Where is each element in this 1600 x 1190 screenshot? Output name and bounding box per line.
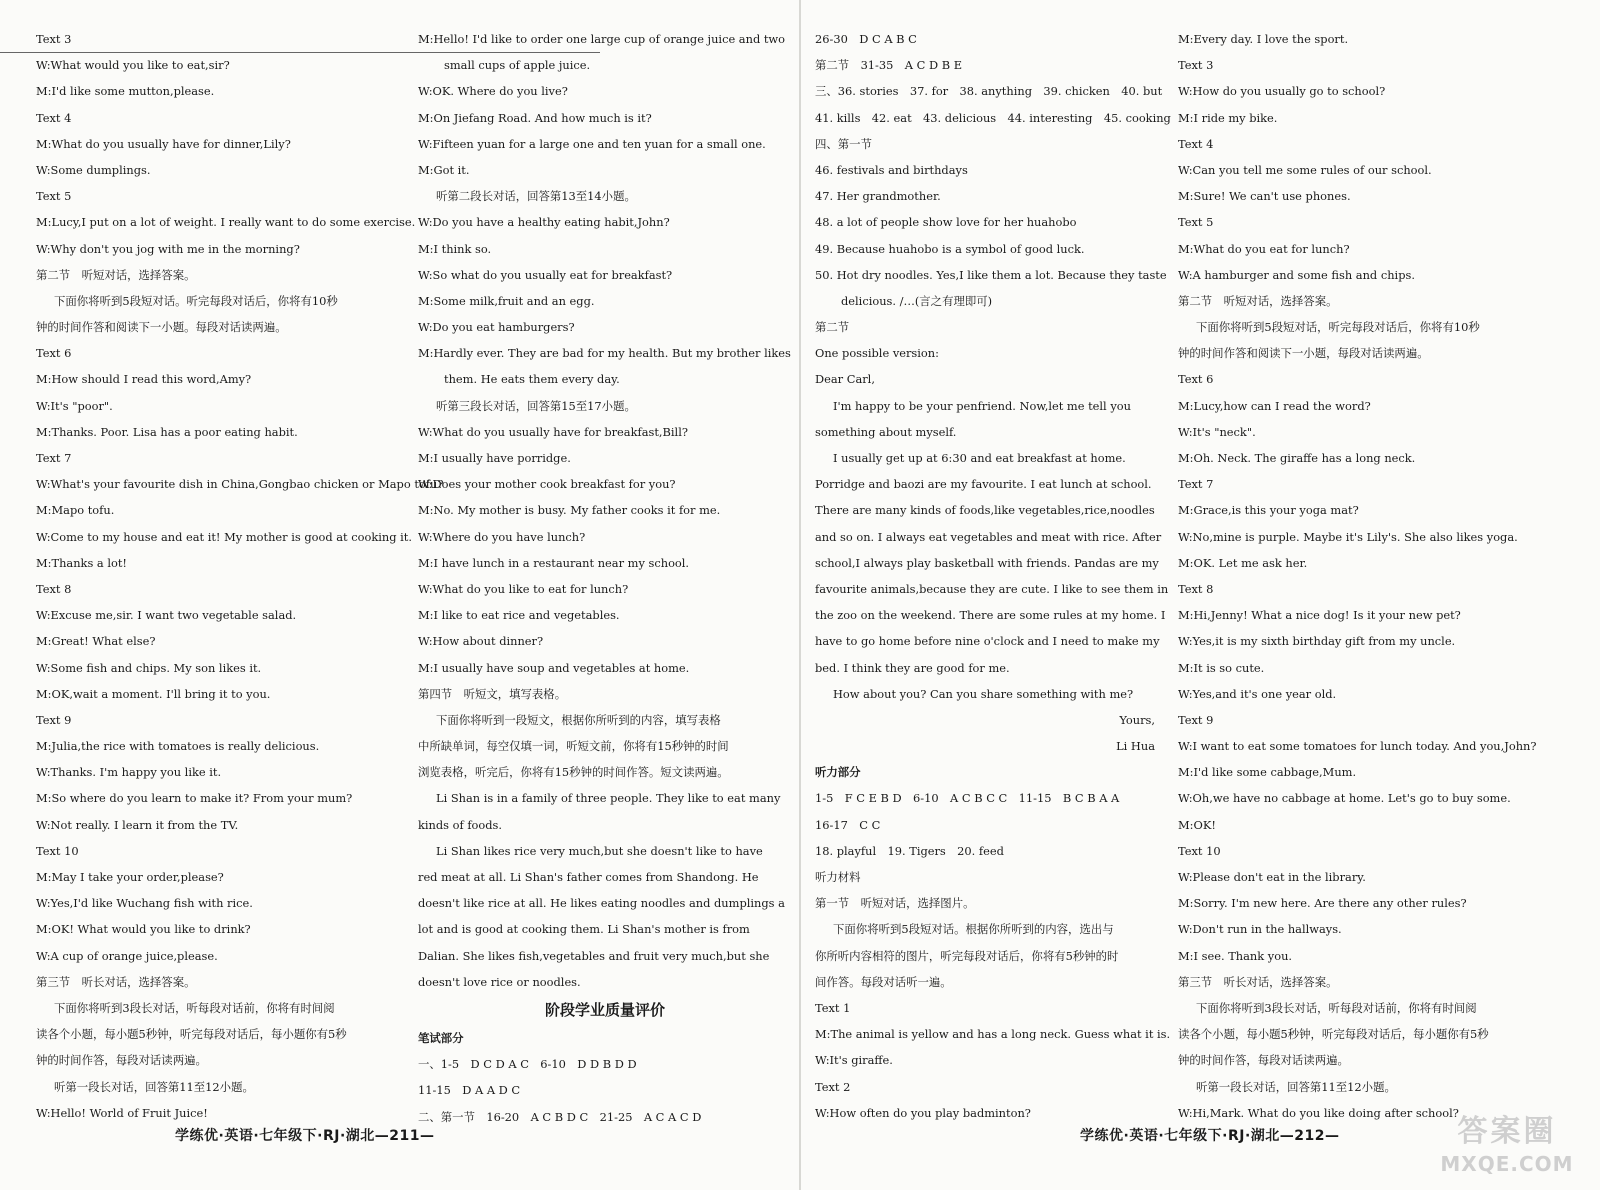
page-footer-211: 学练优·英语·七年级下·RJ·湖北—211— (175, 1128, 435, 1144)
page-footer-212: 学练优·英语·七年级下·RJ·湖北—212— (1080, 1128, 1340, 1144)
text-line: 一、1-5 D C D A C 6-10 D D B D D (418, 1057, 637, 1072)
text-line: something about myself. (815, 424, 957, 439)
text-line: 笔试部分 (418, 1030, 464, 1045)
text-line: M:The animal is yellow and has a long neck. Guess what it is. (815, 1027, 1171, 1042)
text-line: 中所缺单词，每空仅填一词，听短文前，你将有15秒钟的时间 (418, 739, 729, 754)
text-line: 四、第一节 (815, 136, 872, 151)
watermark-logo: 答案圈 (1457, 1114, 1557, 1149)
text-line: W:Thanks. I'm happy you like it. (36, 765, 222, 780)
text-line: Text 5 (36, 189, 72, 204)
text-line: M:I usually have porridge. (418, 451, 571, 465)
text-line: 下面你将听到5段短对话。听完每段对话后，你将有10秒 (54, 293, 338, 308)
text-line: M:Hi,Jenny! What a nice dog! Is it your new pet? (1178, 608, 1461, 623)
text-line: M:What do you usually have for dinner,Lily? (36, 136, 291, 151)
text-line: W:Why don't you jog with me in the morning? (36, 241, 300, 256)
text-line: M:Sorry. I'm new here. Are there any other rules? (1178, 896, 1467, 911)
text-line: M:OK! (1178, 817, 1216, 832)
text-line: W:What do you usually have for breakfast,Bill? (418, 424, 688, 439)
text-line: How about you? Can you share something with me? (833, 686, 1134, 701)
right-page (800, 0, 1600, 1190)
text-line: them. He eats them every day. (444, 372, 620, 387)
text-line: Text 10 (1178, 843, 1221, 858)
text-line: M:Thanks a lot! (36, 555, 127, 570)
text-line: Dear Carl, (815, 372, 875, 387)
text-line: M:Every day. I love the sport. (1178, 32, 1349, 46)
text-line: Text 4 (36, 110, 72, 125)
text-line: 第二节 听短对话，选择答案。 (36, 267, 196, 282)
text-line: 第一节 听短对话，选择图片。 (815, 896, 975, 911)
text-line: W:What's your favourite dish in China,Gongbao chicken or Mapo tofu? (36, 477, 444, 492)
text-line: M:I'd like some cabbage,Mum. (1178, 765, 1357, 780)
text-line: One possible version: (815, 346, 939, 361)
text-line: W:How do you usually go to school? (1178, 84, 1386, 99)
text-line: 第三节 听长对话，选择答案。 (36, 974, 196, 989)
right-column-a (815, 26, 1175, 1126)
text-line: Yours, (1119, 712, 1155, 727)
text-line: 18. playful 19. Tigers 20. feed (815, 843, 1004, 858)
text-line: M:What do you eat for lunch? (1178, 241, 1350, 256)
text-line: W:It's "poor". (36, 398, 113, 413)
text-line: W:OK. Where do you live? (418, 84, 568, 99)
text-line: Li Shan likes rice very much,but she doesn't like to have (436, 843, 763, 858)
text-line: 读各个小题，每小题5秒钟，听完每段对话后，每小题你有5秒 (36, 1027, 347, 1042)
text-line: M:I have lunch in a restaurant near my school. (418, 555, 690, 570)
text-line: W:What do you like to eat for lunch? (418, 581, 629, 596)
section-title: 阶段学业质量评价 (544, 1000, 665, 1019)
text-line: 46. festivals and birthdays (815, 162, 968, 177)
text-line: Text 8 (36, 581, 72, 596)
text-line: Text 3 (1178, 58, 1214, 73)
text-line: M:How should I read this word,Amy? (36, 372, 252, 387)
text-line: have to go home before nine o'clock and I need to make my (815, 634, 1160, 649)
text-line: Text 3 (36, 32, 72, 46)
text-line: red meat at all. Li Shan's father comes from Shandong. He (418, 870, 759, 884)
text-line: M:Grace,is this your yoga mat? (1178, 503, 1359, 518)
text-line: 听第二段长对话，回答第13至14小题。 (436, 189, 636, 204)
text-line: 26-30 D C A B C (815, 32, 917, 46)
text-line: W:A hamburger and some fish and chips. (1178, 267, 1415, 282)
text-line: W:Hello! World of Fruit Juice! (36, 1105, 208, 1120)
text-line: Text 4 (1178, 136, 1214, 151)
text-line: kinds of foods. (418, 817, 503, 832)
text-line: Text 9 (36, 712, 72, 727)
text-line: W:Yes,I'd like Wuchang fish with rice. (36, 896, 253, 911)
text-line: W:No,mine is purple. Maybe it's Lily's. She also likes yoga. (1178, 529, 1518, 544)
text-line: W:Come to my house and eat it! My mother is good at cooking it. (36, 529, 412, 544)
text-line: M:Some milk,fruit and an egg. (418, 293, 595, 308)
text-line: Dalian. She likes fish,vegetables and fruit very much,but she (418, 948, 770, 963)
text-line: 第四节 听短文，填写表格。 (418, 686, 567, 701)
text-line: 16-17 C C (815, 817, 881, 832)
text-line: Text 9 (1178, 712, 1214, 727)
text-line: W:Hi,Mark. What do you like doing after school? (1178, 1105, 1459, 1120)
text-line: 浏览表格，听完后，你将有15秒钟的时间作答。短文读两遍。 (418, 765, 729, 780)
text-line: 第二节 31-35 A C D B E (815, 58, 963, 73)
text-line: W:Some dumplings. (36, 162, 151, 177)
text-line: 下面你将听到3段长对话，听每段对话前，你将有时间阅 (1196, 1000, 1477, 1015)
text-line: M:Lucy,I put on a lot of weight. I really want to do some exercise. (36, 215, 416, 230)
text-line: 下面你将听到一段短文，根据你所听到的内容，填写表格 (436, 712, 721, 727)
text-line: W:Fifteen yuan for a large one and ten yuan for a small one. (418, 136, 766, 151)
text-line: 钟的时间作答，每段对话读两遍。 (36, 1053, 207, 1068)
text-line: Li Shan is in a family of three people. They like to eat many (436, 791, 781, 806)
text-line: 听第三段长对话，回答第15至17小题。 (436, 398, 636, 413)
text-line: 48. a lot of people show love for her huahobo (815, 215, 1077, 230)
text-line: W:Don't run in the hallways. (1178, 922, 1342, 937)
text-line: and so on. I always eat vegetables and meat with rice. After (815, 529, 1162, 544)
text-line: 41. kills 42. eat 43. delicious 44. interesting 45. cooking (815, 110, 1171, 125)
text-line: M:On Jiefang Road. And how much is it? (418, 110, 652, 125)
text-line: bed. I think they are good for me. (815, 660, 1010, 675)
text-line: Text 2 (815, 1079, 851, 1094)
text-line: M:I think so. (418, 241, 492, 256)
text-line: W:Does your mother cook breakfast for you? (418, 477, 676, 492)
text-line: Porridge and baozi are my favourite. I eat lunch at school. (815, 477, 1152, 492)
text-line: W:Do you have a healthy eating habit,John? (418, 215, 670, 230)
text-line: 第三节 听长对话，选择答案。 (1178, 974, 1338, 989)
text-line: M:So where do you learn to make it? From your mum? (36, 791, 353, 806)
text-line: M:I ride my bike. (1178, 110, 1278, 125)
text-line: small cups of apple juice. (444, 58, 591, 73)
text-line: 听第一段长对话，回答第11至12小题。 (1196, 1079, 1396, 1094)
text-line: 50. Hot dry noodles. Yes,I like them a lot. Because they taste (815, 267, 1167, 282)
text-line: doesn't like rice at all. He likes eating noodles and dumplings a (418, 896, 785, 911)
text-line: 下面你将听到5段短对话。根据你所听到的内容，选出与 (833, 922, 1114, 937)
text-line: W:Where do you have lunch? (418, 529, 586, 544)
text-line: 听第一段长对话，回答第11至12小题。 (54, 1079, 254, 1094)
text-line: 1-5 F C E B D 6-10 A C B C C 11-15 B C B A A (815, 791, 1120, 806)
text-line: Text 6 (1178, 372, 1214, 387)
text-line: 钟的时间作答，每段对话读两遍。 (1178, 1053, 1349, 1068)
text-line: lot and is good at cooking them. Li Shan's mother is from (418, 922, 750, 937)
text-line: Text 6 (36, 346, 72, 361)
text-line: W:It's giraffe. (815, 1053, 893, 1068)
text-line: Text 7 (1178, 477, 1214, 492)
text-line: M:Julia,the rice with tomatoes is really delicious. (36, 739, 320, 754)
text-line: M:Hello! I'd like to order one large cup of orange juice and two (418, 32, 786, 46)
text-line: 钟的时间作答和阅读下一小题。每段对话读两遍。 (36, 320, 287, 335)
text-line: 二、第一节 16-20 A C B D C 21-25 A C A C D (418, 1109, 702, 1124)
text-line: W:I want to eat some tomatoes for lunch today. And you,John? (1178, 739, 1537, 754)
text-line: 47. Her grandmother. (815, 189, 941, 204)
text-line: 读各个小题，每小题5秒钟，听完每段对话后，每小题你有5秒 (1178, 1027, 1489, 1042)
text-line: M:It is so cute. (1178, 660, 1265, 675)
text-line: Text 1 (815, 1000, 851, 1015)
text-line: 三、36. stories 37. for 38. anything 39. chicken 40. but (815, 84, 1163, 99)
text-line: doesn't love rice or noodles. (418, 974, 581, 989)
text-line: delicious. /…(言之有理即可) (841, 293, 993, 308)
text-line: Text 8 (1178, 581, 1214, 596)
text-line: W:Not really. I learn it from the TV. (36, 817, 239, 832)
text-line: W:A cup of orange juice,please. (36, 948, 218, 963)
text-line: W:Yes,it is my sixth birthday gift from my uncle. (1178, 634, 1456, 649)
text-line: M:Mapo tofu. (36, 503, 115, 518)
text-line: 49. Because huahobo is a symbol of good luck. (815, 241, 1085, 256)
text-line: M:Lucy,how can I read the word? (1178, 398, 1371, 413)
text-line: W:It's "neck". (1178, 424, 1256, 439)
text-line: M:Great! What else? (36, 634, 156, 649)
text-line: W:How often do you play badminton? (815, 1105, 1031, 1120)
text-line: 第二节 听短对话，选择答案。 (1178, 293, 1338, 308)
text-line: W:Yes,and it's one year old. (1178, 686, 1337, 701)
text-line: M:Hardly ever. They are bad for my health. But my brother likes (418, 346, 791, 361)
text-line: 下面你将听到3段长对话，听每段对话前，你将有时间阅 (54, 1000, 335, 1015)
text-line: M:OK! What would you like to drink? (36, 922, 251, 937)
text-line: M:Sure! We can't use phones. (1178, 189, 1351, 204)
text-line: W:Please don't eat in the library. (1178, 870, 1366, 884)
text-line: M:I'd like some mutton,please. (36, 84, 215, 99)
text-line: school,I always play basketball with friends. Pandas are my (815, 555, 1159, 570)
left-column-b (418, 26, 792, 1130)
text-line: Li Hua (1116, 739, 1155, 754)
text-line: 间作答。每段对话听一遍。 (815, 974, 952, 989)
text-line: I'm happy to be your penfriend. Now,let me tell you (833, 398, 1131, 413)
text-line: W:Do you eat hamburgers? (418, 320, 575, 335)
text-line: M:May I take your order,please? (36, 870, 224, 884)
text-line: M:OK,wait a moment. I'll bring it to you. (36, 686, 271, 701)
text-line: W:How about dinner? (418, 634, 544, 649)
site-watermark (1432, 1112, 1582, 1182)
text-line: M:Got it. (418, 162, 470, 177)
text-line: W:Excuse me,sir. I want two vegetable salad. (36, 608, 297, 623)
text-line: 11-15 D A A D C (418, 1083, 521, 1098)
text-line: Text 7 (36, 451, 72, 465)
text-line: 钟的时间作答和阅读下一小题，每段对话读两遍。 (1178, 346, 1429, 361)
text-line: W:What would you like to eat,sir? (36, 58, 230, 73)
text-line: 听力材料 (815, 870, 861, 884)
text-line: M:I usually have soup and vegetables at home. (418, 660, 690, 675)
text-line: Text 10 (36, 843, 79, 858)
text-line: 听力部分 (815, 765, 861, 780)
text-line: W:Can you tell me some rules of our school. (1178, 162, 1432, 177)
text-line: favourite animals,because they are cute. I like to see them in (815, 581, 1169, 596)
text-line: Text 5 (1178, 215, 1214, 230)
text-line: the zoo on the weekend. There are some rules at my home. I (815, 608, 1166, 623)
text-line: M:I like to eat rice and vegetables. (418, 608, 620, 623)
text-line: M:Thanks. Poor. Lisa has a poor eating habit. (36, 424, 298, 439)
text-line: W:Oh,we have no cabbage at home. Let's go to buy some. (1178, 791, 1511, 806)
text-line: 下面你将听到5段短对话，听完每段对话后，你将有10秒 (1196, 320, 1480, 335)
text-line: M:No. My mother is busy. My father cooks it for me. (418, 503, 721, 518)
text-line: I usually get up at 6:30 and eat breakfast at home. (833, 451, 1126, 465)
watermark-url: MXQE.COM (1440, 1152, 1574, 1176)
text-line: 第二节 (815, 320, 850, 335)
text-line: M:I see. Thank you. (1178, 948, 1293, 963)
text-line: M:OK. Let me ask her. (1178, 555, 1308, 570)
text-line: W:Some fish and chips. My son likes it. (36, 660, 262, 675)
text-line: W:So what do you usually eat for breakfast? (418, 267, 673, 282)
text-line: 你所听内容相符的图片，听完每段对话后，你将有5秒钟的时 (815, 948, 1119, 963)
text-line: There are many kinds of foods,like vegetables,rice,noodles (815, 503, 1155, 518)
text-line: M:Oh. Neck. The giraffe has a long neck. (1178, 451, 1416, 465)
right-column-b (1178, 26, 1540, 1126)
